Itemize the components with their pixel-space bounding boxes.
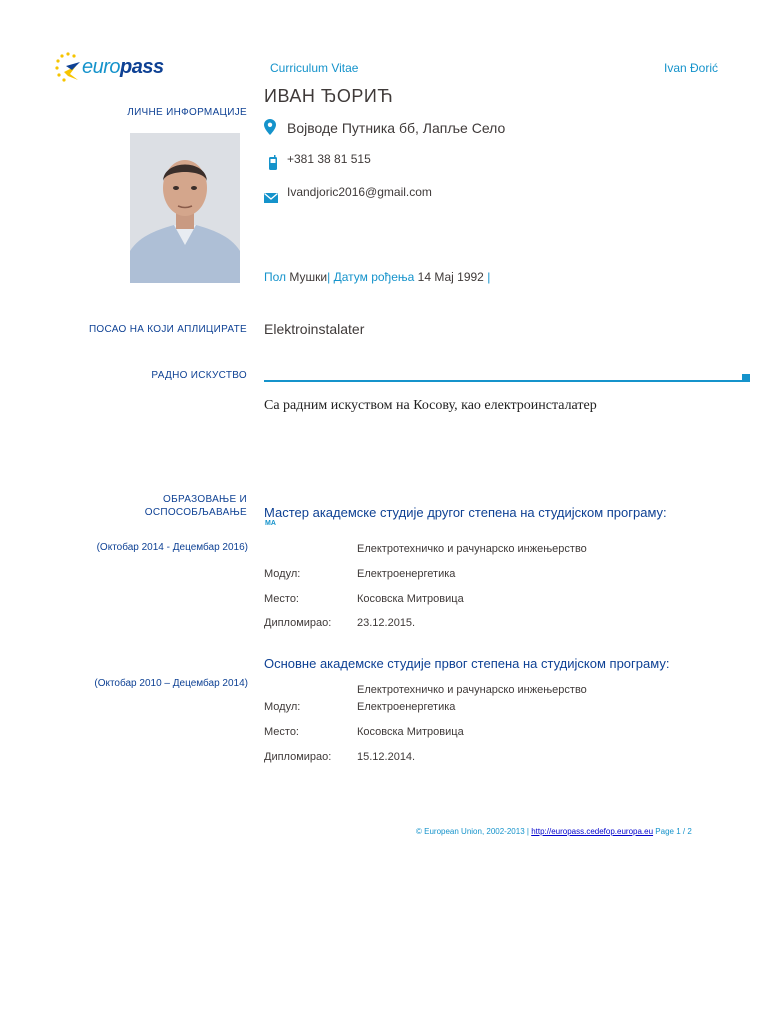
place-label: Место:	[264, 726, 299, 738]
europass-logo	[54, 52, 164, 84]
degree-abbreviation: MA	[265, 520, 276, 527]
faculty: Електротехничко и рачунарско инжењерство	[357, 684, 587, 696]
full-name: ИВАН ЂОРИЋ	[264, 86, 394, 106]
address: Војводе Путника бб, Лапље Село	[287, 120, 506, 136]
place-value: Косовска Митровица	[357, 593, 464, 605]
copyright-text: © European Union, 2002-2013 |	[416, 827, 529, 836]
education-title: Мастер академске студије другог степена на студијском програму:	[264, 505, 667, 520]
job-applied-label: ПОСАО НА КОЈИ АПЛИЦИРАТЕ	[88, 324, 247, 335]
phone-icon	[268, 155, 278, 176]
personal-info-label: ЛИЧНЕ ИНФОРМАЦИЈЕ	[127, 107, 247, 118]
section-divider-marker	[742, 374, 750, 382]
separator: |	[487, 270, 491, 284]
faculty: Електротехничко и рачунарско инжењерство	[357, 543, 587, 555]
page-footer	[416, 827, 692, 836]
module-value: Електроенергетика	[357, 568, 456, 580]
graduated-value: 23.12.2015.	[357, 617, 416, 629]
graduated-label: Дипломирао:	[264, 617, 332, 629]
graduated-label: Дипломирао:	[264, 751, 332, 763]
logo-text-euro: euro	[82, 56, 121, 78]
page-number: Page 1 / 2	[655, 827, 692, 836]
location-icon	[264, 119, 276, 140]
work-experience-text: Са радним искуством на Косову, као електроинсталатер	[264, 398, 597, 413]
work-experience-label: РАДНО ИСКУСТВО	[151, 370, 247, 381]
module-label: Модул:	[264, 701, 301, 713]
education-label	[47, 493, 247, 519]
module-label: Модул:	[264, 568, 301, 580]
gender-value: Мушки	[289, 270, 328, 284]
section-divider	[264, 380, 744, 382]
education-dates: (Октобар 2014 - Децембар 2016)	[96, 542, 248, 553]
module-value: Електроенергетика	[357, 701, 456, 713]
education-dates: (Октобар 2010 – Децембар 2014)	[94, 678, 248, 689]
job-applied-value: Elektroinstalater	[264, 321, 365, 337]
email-address[interactable]: Ivandjoric2016@gmail.com	[287, 185, 432, 199]
dob-value: 14 Мај 1992	[417, 270, 484, 284]
logo-text-pass: pass	[120, 56, 164, 78]
phone-number[interactable]: +381 38 81 515	[287, 152, 371, 166]
email-icon	[264, 190, 278, 208]
owner-name-header: Ivan Đorić	[664, 61, 719, 75]
personal-details-line	[264, 270, 490, 284]
document-title: Curriculum Vitae	[270, 61, 359, 75]
graduated-value: 15.12.2014.	[357, 751, 416, 763]
education-title: Основне академске студије првог степена на студијском програму:	[264, 656, 670, 671]
education-label-line-1: ОБРАЗОВАЊЕ И	[163, 494, 247, 505]
gender-label: Пол	[264, 270, 287, 284]
separator: |	[327, 270, 331, 284]
place-value: Косовска Митровица	[357, 726, 464, 738]
dob-label: Датум рођења	[333, 270, 415, 284]
europass-link[interactable]: http://europass.cedefop.europa.eu	[531, 827, 654, 836]
education-label-line-2: ОСПОСОБЉАВАЊЕ	[144, 507, 247, 518]
profile-photo	[130, 133, 240, 283]
place-label: Место:	[264, 593, 299, 605]
